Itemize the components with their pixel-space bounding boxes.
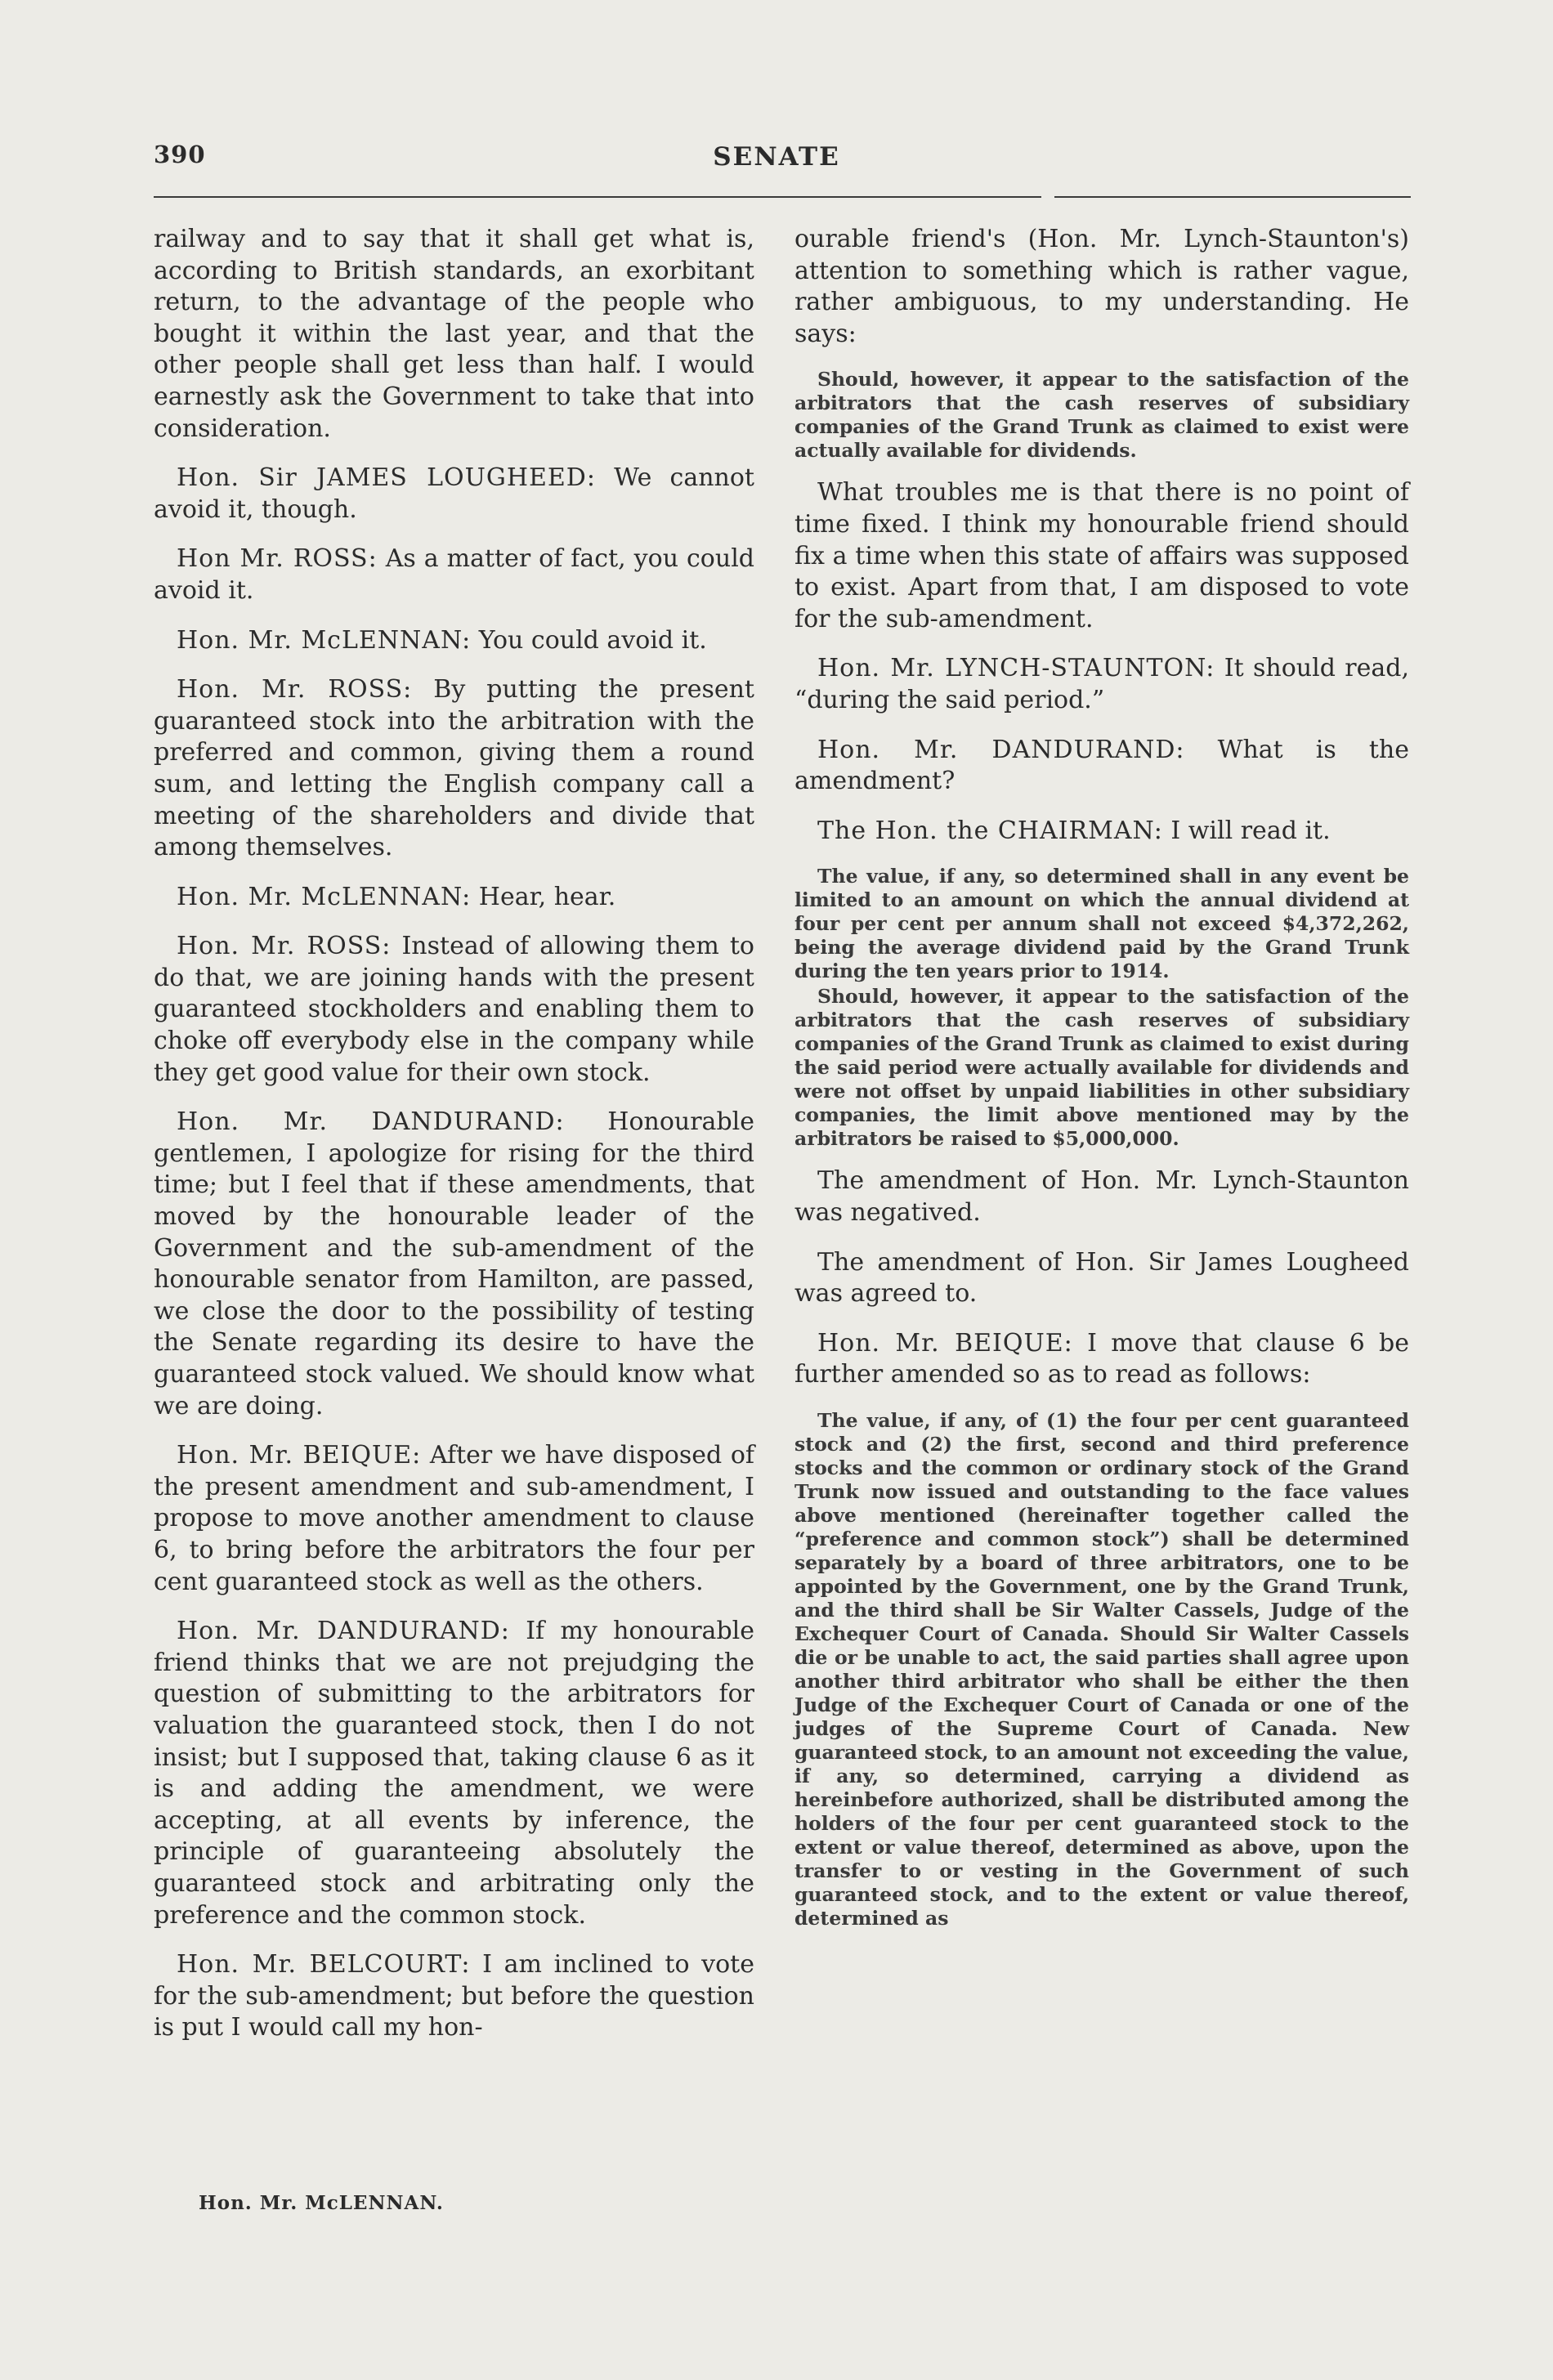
speech	[794, 1328, 1409, 1391]
speech-text: As a matter of fact, you could avoid it.	[154, 544, 754, 605]
speaker-name: Hon Mr. ROSS:	[177, 544, 378, 574]
speech	[154, 931, 754, 1089]
speaker-name: Hon. Mr. LYNCH-STAUNTON:	[817, 654, 1215, 683]
speaker-name: Hon. Mr. DANDURAND:	[177, 1107, 565, 1137]
speech-text: Honourable gentlemen, I apologize for rising for the third time; but I feel that if these amendments, that moved by the honourable leader of the Government and the sub-amendment of the honourable senator from Hamilton, are passed, we close the door to the possibility of testing the Senate regarding its desire to have the guaranteed stock valued. We should know what we are doing.	[154, 1107, 754, 1420]
speaker-name: The Hon. the CHAIRMAN:	[817, 816, 1163, 845]
quoted-amendment: Should, however, it appear to the satisfaction of the arbitrators that the cash reserves of subsidiary companies of the Grand Trunk as claimed to exist during the said period were actually available for dividends and were not offset by unpaid liabilities in other subsidiary companies, the limit above mentioned may by the arbitrators be raised to $5,000,000.	[794, 985, 1409, 1151]
footer-running-name: Hon. Mr. McLENNAN.	[199, 2192, 444, 2214]
speech	[794, 653, 1409, 716]
speech-text: By putting the present guaranteed stock into the arbitration with the preferred and common, giving them a round sum, and letting the English company call a meeting of the shareholders and divide that among themselves.	[154, 675, 754, 862]
speech-text: If my honourable friend thinks that we are not prejudging the question of submitting to the arbitrators for valuation the guaranteed stock, then I do not insist; but I supposed that, taking clause 6 as it is and adding the amendment, we were accepting, at all events by inference, the principle of guaranteeing absolutely the guaranteed stock and arbitrating only the preference and the common stock.	[154, 1617, 754, 1930]
speaker-name: Hon. Sir JAMES LOUGHEED:	[177, 463, 596, 493]
speech	[154, 625, 754, 657]
speech-text: I will read it.	[1162, 816, 1331, 845]
speech-text: I move that clause 6 be further amended so as to read as follows:	[794, 1328, 1409, 1389]
speech-text: What is the amendment?	[794, 735, 1410, 796]
speech-text: Instead of allowing them to do that, we are joining hands with the present guaranteed stockholders and enabling them to choke off everybody else in the company while they get good value for their own stock.	[154, 932, 754, 1087]
speaker-name: Hon. Mr. BELCOURT:	[177, 1950, 471, 1980]
speech-text: Hear, hear.	[471, 882, 616, 911]
quoted-amendment: The value, if any, of (1) the four per cent guaranteed stock and (2) the first, second and third preference stocks and the common or ordinary stock of the Grand Trunk now issued and outstanding to the face values above mentioned (hereinafter together called the “preference and common stock”) shall be determined separately by a board of three arbitrators, one to be appointed by the Government, one by the Grand Trunk, and the third shall be Sir Walter Cassels, Judge of the Exchequer Court of Canada. Should Sir Walter Cassels die or be unable to act, the said parties shall agree upon another third arbitrator who shall be either the then Judge of the Exchequer Court of Canada or one of the judges of the Supreme Court of Canada. New guaranteed stock, to an amount not exceeding the value, if any, so determined, carrying a dividend as hereinbefore authorized, shall be distributed among the holders of the four per cent guaranteed stock to the extent or value thereof, determined as above, upon the transfer to or vesting in the Government of such guaranteed stock, and to the extent or value thereof, determined as	[794, 1408, 1409, 1930]
left-column	[154, 224, 754, 2062]
speaker-name: Hon. Mr. DANDURAND:	[177, 1617, 510, 1646]
speech	[154, 1440, 754, 1598]
speech	[154, 674, 754, 864]
speaker-name: Hon. Mr. ROSS:	[177, 675, 413, 705]
speech-text: We cannot avoid it, though.	[154, 463, 754, 524]
speaker-name: Hon. Mr. BEIQUE:	[177, 1441, 422, 1470]
page-number: 390	[154, 141, 206, 168]
speech	[794, 735, 1409, 798]
speaker-name: Hon. Mr. ROSS:	[177, 932, 392, 961]
speech	[154, 1107, 754, 1422]
speaker-name: Hon. Mr. McLENNAN:	[177, 882, 472, 911]
speaker-name: Hon. Mr. McLENNAN:	[177, 625, 472, 655]
speech-text: I am inclined to vote for the sub-amendment; but before the question is put I would call my hon-	[154, 1950, 754, 2042]
paragraph: railway and to say that it shall get what is, according to British standards, an exorbitant return, to the advantage of the people who bought it within the last year, and that the other people shall get less than half. I would earnestly ask the Government to take that into consideration.	[154, 225, 754, 443]
quoted-amendment: Should, however, it appear to the satisfaction of the arbitrators that the cash reserves of subsidiary companies of the Grand Trunk as claimed to exist were actually available for dividends.	[794, 368, 1409, 463]
speech	[154, 544, 754, 606]
speech	[154, 882, 754, 914]
header-rule-right	[1054, 196, 1411, 198]
paragraph: What troubles me is that there is no point of time fixed. I think my honourable friend should fix a time when this state of affairs was supposed to exist. Apart from that, I am disposed to vote for the sub-amendment.	[794, 478, 1409, 633]
paragraph: The amendment of Hon. Mr. Lynch-Staunton was negatived.	[794, 1166, 1409, 1227]
paragraph: ourable friend's (Hon. Mr. Lynch-Staunton's) attention to something which is rather vague, rather ambiguous, to my understanding. He says:	[794, 225, 1409, 348]
speaker-name: Hon. Mr. DANDURAND:	[817, 735, 1185, 764]
header-rule-left	[154, 196, 1041, 198]
quoted-amendment: The value, if any, so determined shall in any event be limited to an amount on which the annual dividend at four per cent per annum shall not exceed $4,372,262, being the average dividend paid by the Grand Trunk during the ten years prior to 1914.	[794, 865, 1409, 983]
speech	[154, 1616, 754, 1931]
paragraph: The amendment of Hon. Sir James Lougheed was agreed to.	[794, 1247, 1409, 1309]
speech-text: It should read, “during the said period.”	[794, 654, 1409, 714]
right-column	[794, 224, 1409, 1945]
speech	[154, 1949, 754, 2044]
running-title: SENATE	[713, 142, 840, 172]
speaker-name: Hon. Mr. BEIQUE:	[817, 1328, 1073, 1358]
speech-text: You could avoid it.	[471, 625, 707, 655]
speech	[154, 463, 754, 526]
speech	[794, 816, 1409, 848]
speech-text: After we have disposed of the present amendment and sub-amendment, I propose to move another amendment to clause 6, to bring before the arbitrators the four per cent guaranteed stock as well as the others.	[154, 1441, 754, 1596]
